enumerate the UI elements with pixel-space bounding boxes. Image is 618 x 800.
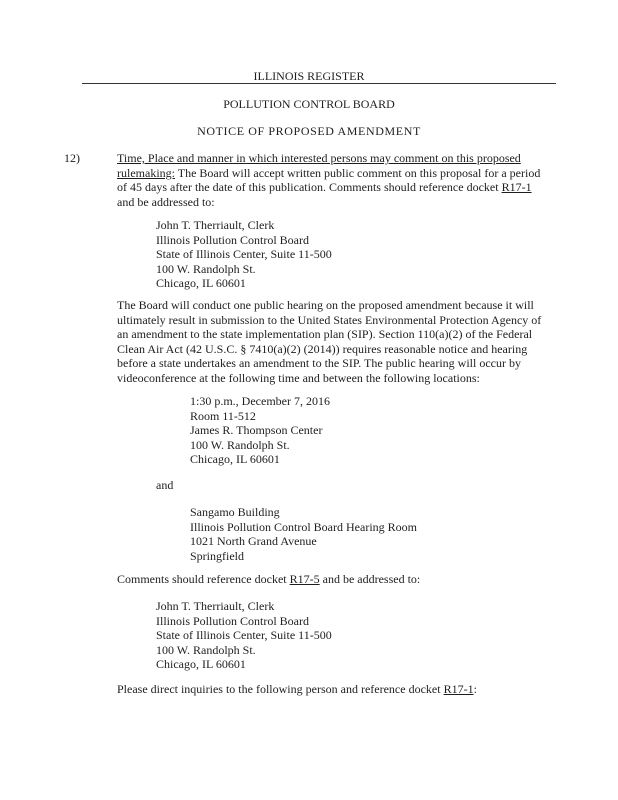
docket-reference: R17-1 [443, 682, 474, 696]
address-line: 100 W. Randolph St. [156, 642, 256, 657]
comment-paragraph [117, 151, 557, 209]
address-line: Chicago, IL 60601 [156, 276, 246, 290]
text-line-3: of 45 days after the date of this publication. Comments should reference docket R17-1 [117, 180, 532, 194]
register-title: ILLINOIS REGISTER [253, 69, 365, 83]
paragraph-line: videoconference at the following time and between the following locations: [117, 370, 480, 385]
springfield-location [190, 505, 417, 563]
location-line: Illinois Pollution Control Board Hearing Room [190, 519, 417, 534]
location-line: Springfield [190, 548, 244, 563]
docket-reference: R17-5 [289, 572, 320, 586]
location-line: James R. Thompson Center [190, 423, 323, 437]
text-line-4: and be addressed to: [117, 194, 215, 209]
hearing-paragraph [117, 298, 557, 385]
location-line: 1021 North Grand Avenue [190, 534, 317, 548]
chicago-location [190, 394, 330, 467]
comments-instruction: Comments should reference docket R17-5 and be addressed to: [117, 572, 421, 586]
address-line: Illinois Pollution Control Board [156, 232, 310, 247]
section-number: 12) [64, 151, 80, 165]
paragraph-line: Clean Air Act (42 U.S.C. § 7410(a)(2) (2014)) requires reasonable notice and hearing [117, 341, 528, 356]
heading-line-2: rulemaking: The Board will accept written public comment on this proposal for a period [117, 165, 541, 180]
location-line: Room 11-512 [190, 408, 256, 423]
location-line: Sangamo Building [190, 505, 280, 519]
paragraph-line: before a state undertakes an amendment to the SIP. The public hearing will occur by [117, 356, 521, 370]
paragraph-line: ultimately result in submission to the United States Environmental Protection Agency of [117, 312, 542, 327]
header-rule [82, 83, 556, 84]
address-line: John T. Therriault, Clerk [156, 599, 275, 613]
heading-rulemaking: rulemaking: [117, 165, 175, 180]
address-line: State of Illinois Center, Suite 11-500 [156, 247, 332, 261]
docket-reference: R17-1 [501, 180, 532, 194]
address-line: Chicago, IL 60601 [156, 657, 246, 671]
address-line: State of Illinois Center, Suite 11-500 [156, 628, 332, 642]
clerk-address [156, 218, 332, 291]
address-line: 100 W. Randolph St. [156, 261, 256, 276]
inquiries-instruction: Please direct inquiries to the following person and reference docket R17-1: [117, 682, 477, 696]
notice-title: NOTICE OF PROPOSED AMENDMENT [197, 124, 421, 138]
location-line: Chicago, IL 60601 [190, 452, 280, 466]
and-separator: and [156, 478, 174, 492]
address-line: John T. Therriault, Clerk [156, 218, 275, 232]
address-line: Illinois Pollution Control Board [156, 613, 310, 628]
clerk-address-2 [156, 599, 332, 672]
paragraph-line: an amendment to the state implementation plan (SIP). Section 110(a)(2) of the Federal [117, 327, 533, 341]
paragraph-line: The Board will conduct one public hearing on the proposed amendment because it will [117, 298, 534, 312]
board-title: POLLUTION CONTROL BOARD [223, 97, 395, 111]
heading-line-1: Time, Place and manner in which interested persons may comment on this proposed [117, 151, 521, 165]
location-line: 1:30 p.m., December 7, 2016 [190, 394, 330, 408]
location-line: 100 W. Randolph St. [190, 437, 290, 452]
